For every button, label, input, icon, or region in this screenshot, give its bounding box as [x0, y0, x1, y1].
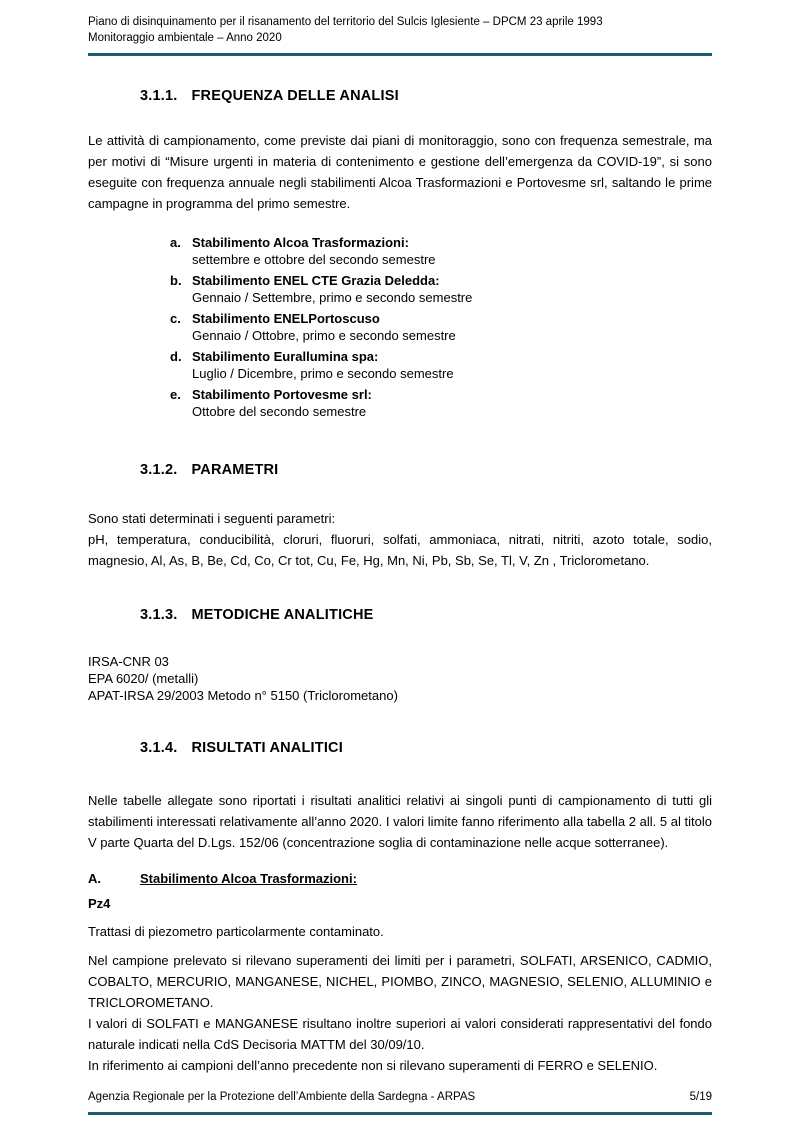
method-line-3: APAT-IRSA 29/2003 Metodo n° 5150 (Triclorometano) [88, 688, 398, 704]
methods-list [88, 653, 712, 704]
establishment-detail: Gennaio / Ottobre, primo e secondo semestre [192, 328, 456, 344]
list-letter: d. [170, 349, 182, 365]
list-item-d [170, 348, 712, 382]
paragraph-pz4-1: Trattasi di piezometro particolarmente contaminato. [88, 924, 384, 940]
heading-number: 3.1.2. [140, 462, 178, 479]
list-letter: c. [170, 311, 181, 327]
paragraph-pz4-4: In riferimento ai campioni dell’anno precedente non si rilevano superamenti di FERRO e SELENIO. [88, 1058, 658, 1074]
section-heading-3-1-4 [140, 740, 712, 756]
page-footer [88, 1091, 712, 1115]
paragraph-parametri-lead: Sono stati determinati i seguenti parametri: [88, 511, 336, 527]
subsection-letter: A. [88, 871, 101, 887]
paragraph-pz4-3: I valori di SOLFATI e MANGANESE risultano inoltre superiori ai valori considerati rappresentativi del fondo naturale indicati nella CdS Decisoria MATTM del 30/09/10. [88, 1016, 712, 1053]
header-line-1: Piano di disinquinamento per il risanamento del territorio del Sulcis Iglesiente – DPCM 23 aprile 1993 [88, 16, 603, 28]
list-item-e [170, 386, 712, 420]
section-heading-3-1-3 [140, 607, 712, 623]
heading-number: 3.1.1. [140, 88, 178, 105]
page-number: 5/19 [689, 1091, 712, 1103]
list-item-c [170, 310, 712, 344]
page-header [88, 14, 712, 56]
method-line-1: IRSA-CNR 03 [88, 654, 169, 670]
establishment-detail: Gennaio / Settembre, primo e secondo semestre [192, 290, 473, 306]
establishment-detail: settembre e ottobre del secondo semestre [192, 252, 436, 268]
document-body [88, 88, 712, 1076]
list-item-b [170, 272, 712, 306]
establishment-detail: Luglio / Dicembre, primo e secondo semestre [192, 366, 454, 382]
heading-title: RISULTATI ANALITICI [191, 740, 343, 757]
establishment-list [170, 234, 712, 420]
section-heading-3-1-1 [140, 88, 712, 104]
heading-title: PARAMETRI [191, 462, 279, 479]
method-line-2: EPA 6020/ (metalli) [88, 671, 199, 687]
establishment-title: Stabilimento ENEL CTE Grazia Deledda: [192, 273, 440, 289]
establishment-title: Stabilimento ENELPortoscuso [192, 311, 380, 327]
subsection-title: Stabilimento Alcoa Trasformazioni: [140, 871, 357, 887]
header-line-2: Monitoraggio ambientale – Anno 2020 [88, 32, 282, 45]
subsection-a-heading [88, 871, 712, 886]
heading-number: 3.1.4. [140, 740, 178, 757]
heading-number: 3.1.3. [140, 607, 178, 624]
paragraph-frequenza-intro: Le attività di campionamento, come previste dai piani di monitoraggio, sono con frequenza semestrale, ma per motivi di “Misure urgenti in materia di contenimento e gestione dell’emergenza da COVID-19”, si sono eseguite con frequenza annuale negli stabilimenti Alcoa Trasformazioni e Portovesme srl, saltando le prime campagne in programma del primo semestre. [88, 133, 712, 212]
paragraph-parametri-body: pH, temperatura, conducibilità, cloruri, fluoruri, solfati, ammoniaca, nitrati, nitriti, azoto totale, sodio, magnesio, Al, As, B, Be, Cd, Co, Cr tot, Cu, Fe, Hg, Mn, Ni, Pb, Sb, Se, Tl, V, Zn , Triclorometano. [88, 532, 712, 569]
heading-title: METODICHE ANALITICHE [191, 607, 374, 624]
list-letter: b. [170, 273, 182, 289]
paragraph-risultati-intro: Nelle tabelle allegate sono riportati i risultati analitici relativi ai singoli punti di campionamento di tutti gli stabilimenti interessati relativamente all’anno 2020. I valori limite fanno riferimento alla tabella 2 all. 5 al titolo V parte Quarta del D.Lgs. 152/06 (concentrazione soglia di contaminazione nelle acque sotterranee). [88, 793, 712, 851]
establishment-detail: Ottobre del secondo semestre [192, 404, 367, 420]
list-letter: a. [170, 235, 181, 251]
list-letter: e. [170, 387, 181, 403]
list-item-a [170, 234, 712, 268]
footer-agency-text: Agenzia Regionale per la Protezione dell’Ambiente della Sardegna - ARPAS [88, 1091, 476, 1103]
establishment-title: Stabilimento Eurallumina spa: [192, 349, 379, 365]
heading-title: FREQUENZA DELLE ANALISI [191, 88, 399, 105]
piezometer-label: Pz4 [88, 896, 111, 912]
paragraph-pz4-2: Nel campione prelevato si rilevano superamenti dei limiti per i parametri, SOLFATI, ARSENICO, CADMIO, COBALTO, MERCURIO, MANGANESE, NICHEL, PIOMBO, ZINCO, MAGNESIO, SELENIO, ALLUMINIO e TRICLOROMETANO. [88, 953, 712, 1011]
establishment-title: Stabilimento Alcoa Trasformazioni: [192, 235, 409, 251]
establishment-title: Stabilimento Portovesme srl: [192, 387, 372, 403]
section-heading-3-1-2 [140, 462, 712, 478]
